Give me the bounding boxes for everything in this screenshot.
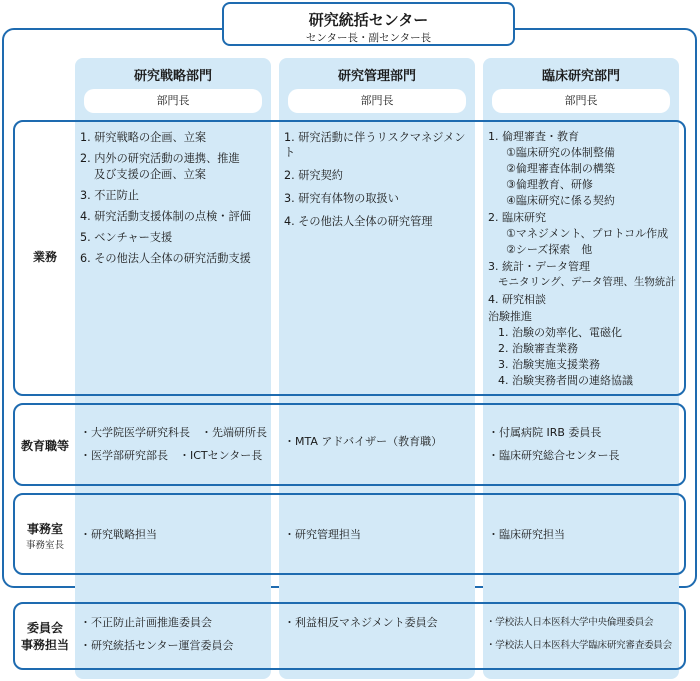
list-item: ・医学部研究部長 ・ICTセンター長: [80, 449, 263, 462]
column-strategy-head: 部門長: [84, 89, 262, 113]
row-committee-label: 委員会: [26, 621, 63, 635]
row-office-label: 事務室: [26, 522, 63, 536]
list-item: 2. 治験審査業務: [498, 342, 578, 355]
office-strategy: ・研究戦略担当: [80, 528, 157, 541]
list-item: 4. 治験実務者間の連絡協議: [498, 374, 633, 387]
row-business-label: 業務: [32, 250, 57, 264]
center-subtitle: センター長・副センター長: [305, 32, 432, 44]
center-title-box: [222, 2, 515, 46]
education-clinical: [488, 425, 680, 463]
list-item: 及び支援の企画、立案: [94, 168, 206, 181]
list-item: 3. 不正防止: [80, 189, 139, 202]
committee-management: [284, 615, 476, 630]
list-item: ④臨床研究に係る契約: [506, 194, 615, 207]
list-item: ・大学院医学研究科長 ・先端研所長: [80, 426, 267, 439]
list-item: 3. 治験実施支援業務: [498, 358, 600, 371]
list-item: 2. 研究契約: [284, 169, 343, 182]
business-strategy-list: [80, 130, 270, 271]
list-item: 3. 統計・データ管理: [488, 260, 590, 273]
list-item: 2. 内外の研究活動の連携、推進: [80, 152, 240, 165]
list-item: ・臨床研究総合センター長: [488, 449, 620, 462]
list-item: ・利益相反マネジメント委員会: [284, 616, 438, 629]
list-item: 1. 研究戦略の企画、立案: [80, 131, 207, 144]
list-item: ・学校法人日本医科大学中央倫理委員会: [486, 617, 654, 628]
center-title: 研究統括センター: [308, 11, 429, 29]
list-item: 3. 研究有体物の取扱い: [284, 192, 399, 205]
list-item: ②倫理審査体制の構築: [506, 162, 615, 175]
list-item: 1. 研究活動に伴うリスクマネジメント: [284, 131, 466, 159]
list-item: ・研究統括センター運営委員会: [80, 639, 234, 652]
office-management: ・研究管理担当: [284, 528, 361, 541]
column-clinical-title: 臨床研究部門: [541, 69, 620, 84]
list-item: ①マネジメント、プロトコル作成: [506, 227, 669, 240]
list-item: モニタリング、データ管理、生物統計: [498, 276, 676, 288]
list-item: ③倫理教育、研修: [506, 178, 593, 191]
list-item: ・不正防止計画推進委員会: [80, 616, 212, 629]
row-office-sublabel: 事務室長: [25, 540, 64, 551]
committee-clinical: [486, 615, 680, 653]
education-strategy: [80, 425, 272, 463]
list-item: ・MTA アドバイザー（教育職）: [284, 435, 443, 448]
list-item: 1. 治験の効率化、電磁化: [498, 326, 622, 339]
column-strategy-title: 研究戦略部門: [133, 69, 212, 84]
committee-strategy: [80, 615, 272, 653]
column-clinical-head: 部門長: [492, 89, 670, 113]
list-item: 4. 研究活動支援体制の点検・評価: [80, 210, 251, 223]
list-item: 6. その他法人全体の研究活動支援: [80, 252, 251, 265]
list-item: 5. ベンチャー支援: [80, 231, 173, 244]
column-management-head: 部門長: [288, 89, 466, 113]
list-item: 4. 研究相談: [488, 293, 546, 306]
office-clinical: ・臨床研究担当: [488, 528, 565, 541]
education-management: [284, 434, 476, 449]
business-management-list: [284, 130, 474, 234]
list-item: ・学校法人日本医科大学臨床研究審査委員会: [486, 640, 672, 651]
row-committee-label-2: 事務担当: [20, 638, 69, 652]
list-item: 2. 臨床研究: [488, 211, 546, 224]
list-item: 4. その他法人全体の研究管理: [284, 215, 433, 228]
row-education-label: 教育職等: [20, 439, 69, 453]
column-management-title: 研究管理部門: [337, 69, 416, 84]
list-item: ①臨床研究の体制整備: [506, 146, 615, 159]
list-item: 1. 倫理審査・教育: [488, 130, 579, 143]
list-item: ②シーズ探索 他: [506, 243, 593, 256]
list-item: ・付属病院 IRB 委員長: [488, 426, 602, 439]
business-clinical-list: [488, 129, 680, 389]
list-item: 治験推進: [488, 310, 532, 323]
